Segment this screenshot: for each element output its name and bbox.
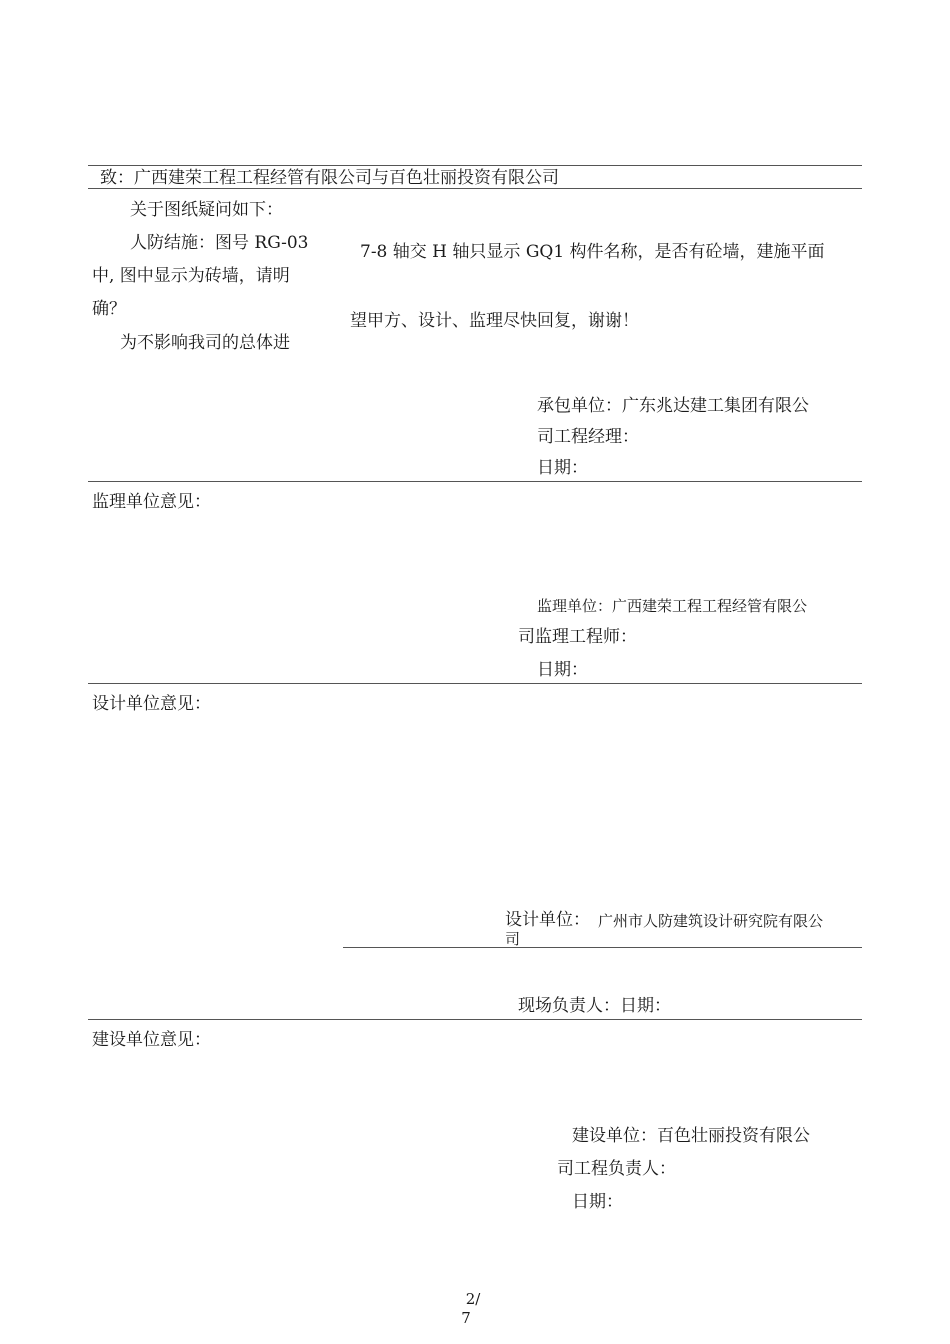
contractor-date: 日期： [537, 458, 588, 478]
contractor-section-rule [88, 481, 862, 482]
query-left-line: 为不影响我司的总体进 [120, 333, 290, 353]
contractor-manager: 司工程经理： [537, 427, 639, 447]
design-inner-rule [343, 947, 862, 948]
supervisor-unit: 监理单位：广西建荣工程工程经管有限公 [537, 597, 808, 615]
supervisor-section-rule [88, 683, 862, 684]
owner-opinion-label: 建设单位意见： [92, 1030, 211, 1050]
page-number-top: 2/ [465, 1290, 481, 1308]
query-left-line: 中, 图中显示为砖墙，请明 [92, 266, 290, 286]
design-unit-name: 广州市人防建筑设计研究院有限公 [598, 912, 824, 930]
owner-date: 日期： [572, 1192, 623, 1212]
design-unit-label: 设计单位： [505, 910, 590, 930]
contractor-unit: 承包单位：广东兆达建工集团有限公 [537, 396, 809, 416]
supervisor-opinion-label: 监理单位意见： [92, 492, 211, 512]
query-right-line: 望甲方、设计、监理尽快回复，谢谢！ [350, 311, 639, 331]
page-number-bottom: 7 [461, 1309, 471, 1327]
query-left-line: 确？ [92, 299, 126, 319]
query-left-line: 人防结施：图号 RG-03 [130, 233, 309, 253]
supervisor-date: 日期： [537, 660, 588, 680]
query-intro: 关于图纸疑问如下： [130, 200, 283, 220]
query-right-line: 7-8 轴交 H 轴只显示 GQ1 构件名称，是否有砼墙，建施平面 [360, 242, 825, 262]
addressee-line: 致：广西建荣工程工程经管有限公司与百色壮丽投资有限公司 [100, 168, 559, 188]
owner-unit: 建设单位：百色壮丽投资有限公 [572, 1126, 810, 1146]
top-rule [88, 165, 862, 166]
design-unit-wrap: 司 [505, 930, 521, 948]
owner-manager: 司工程负责人： [557, 1159, 676, 1179]
design-section-rule [88, 1019, 862, 1020]
supervisor-engineer: 司监理工程师： [518, 627, 637, 647]
design-opinion-label: 设计单位意见： [92, 694, 211, 714]
to-line-rule [88, 188, 862, 189]
design-onsite-line: 现场负责人：日期： [518, 996, 671, 1016]
